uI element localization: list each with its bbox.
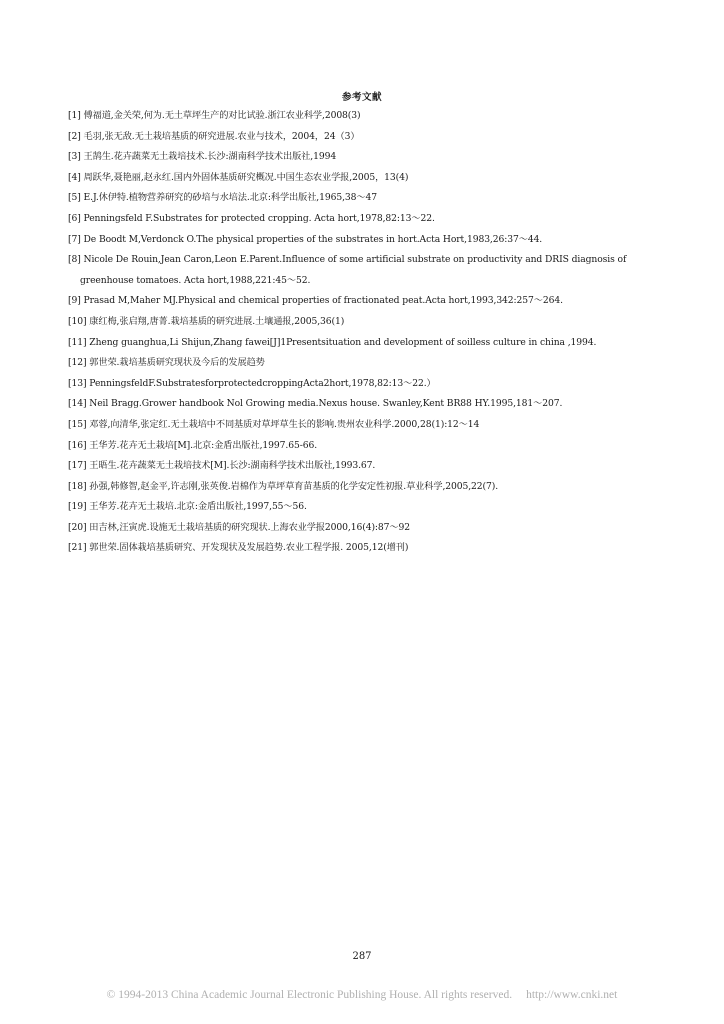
reference-text-continued: greenhouse tomatoes. Acta hort,1988,221:45～52. <box>80 274 311 286</box>
page-number: 287 <box>352 951 372 962</box>
reference-item <box>68 518 668 539</box>
reference-list <box>68 106 668 559</box>
reference-item <box>68 188 668 209</box>
reference-item <box>68 333 668 354</box>
reference-text: [7] De Boodt M,Verdonck O.The physical properties of the substrates in hort.Acta Hort,1983,26:37～44. <box>68 233 543 245</box>
reference-text: [1] 傅福道,金关荣,何为.无土草坪生产的对比试验.浙江农业科学,2008(3) <box>68 110 361 121</box>
reference-item <box>68 353 668 374</box>
reference-item <box>68 147 668 168</box>
reference-text: [8] Nicole De Rouin,Jean Caron,Leon E.Parent.Influence of some artificial substrate on productivity and DRIS diagnosis of <box>68 254 627 266</box>
reference-text: [3] 王鹄生.花卉蔬菜无土栽培技术.长沙:湖南科学技术出版社,1994 <box>68 151 337 163</box>
reference-text: [15] 邓蓉,向清华,张定红.无土栽培中不同基质对草坪草生长的影响.贵州农业科学.2000,28(1):12～14 <box>68 418 480 430</box>
reference-text: [11] Zheng guanghua,Li Shijun,Zhang fawei[J]1Presentsituation and development of soilless culture in china ,1994. <box>68 336 597 348</box>
reference-item <box>68 415 668 436</box>
reference-text: [20] 田吉林,汪寅虎.设施无土栽培基质的研究现状.上海农业学报2000,16(4):87～92 <box>68 521 410 533</box>
copyright-text: © 1994-2013 China Academic Journal Electronic Publishing House. All rights reserved. <box>106 989 513 1001</box>
footer-url: http://www.cnki.net <box>526 989 618 1001</box>
reference-text: [14] Neil Bragg.Grower handbook Nol Growing media.Nexus house. Swanley,Kent BR88 HY.1995,181～207. <box>68 398 563 410</box>
reference-text: [21] 郭世荣.固体栽培基质研究、开发现状及发展趋势.农业工程学报. 2005,12(增刊) <box>68 542 409 554</box>
reference-item <box>68 127 668 148</box>
reference-item <box>68 374 668 395</box>
reference-text: [17] 王晤生.花卉蔬菜无土栽培技术[M].长沙:湖南科学技术出版社,1993.67. <box>68 460 376 472</box>
reference-text: [13] PenningsfeldF.SubstratesforprotectedcroppingActa2hort,1978,82:13～22.） <box>68 377 436 389</box>
reference-text: [19] 王华芳.花卉无土栽培.北京:金盾出版社,1997,55～56. <box>68 501 307 513</box>
reference-text: [10] 康红梅,张启翔,唐菁.栽培基质的研究进展.土壤通报,2005,36(1) <box>68 315 345 327</box>
reference-item <box>68 250 668 291</box>
reference-item <box>68 209 668 230</box>
reference-text: [16] 王华芳.花卉无土栽培[M].北京:金盾出版社,1997.65-66. <box>68 439 318 451</box>
reference-item <box>68 456 668 477</box>
reference-item <box>68 168 668 189</box>
reference-item <box>68 312 668 333</box>
reference-item <box>68 538 668 559</box>
copyright-footer <box>0 989 724 1001</box>
reference-item <box>68 106 668 127</box>
reference-item <box>68 230 668 251</box>
reference-text: [18] 孙强,韩修智,赵金平,许志刚,张英俊.岩棉作为草坪草育苗基质的化学安定性初报.草业科学,2005,22(7). <box>68 480 499 492</box>
reference-item <box>68 477 668 498</box>
reference-text: [2] 毛羽,张无敌.无土栽培基质的研究进展.农业与技术，2004，24（3） <box>68 130 360 142</box>
reference-text: [9] Prasad M,Maher MJ.Physical and chemical properties of fractionated peat.Acta hort,1993,342:257～264. <box>68 295 563 307</box>
reference-text: [12] 郭世荣.栽培基质研究现状及今后的发展趋势 <box>68 357 265 369</box>
reference-text: [4] 周跃华,聂艳丽,赵永红.国内外固体基质研究概况.中国生态农业学报,2005，13(4) <box>68 171 409 183</box>
reference-item <box>68 497 668 518</box>
reference-item <box>68 436 668 457</box>
references-heading: 参考文献 <box>341 92 382 103</box>
reference-item <box>68 291 668 312</box>
reference-text: [6] Penningsfeld F.Substrates for protected cropping. Acta hort,1978,82:13～22. <box>68 212 435 224</box>
reference-text: [5] E.J.休伊特.植物营养研究的砂培与水培法.北京:科学出版社,1965,38～47 <box>68 192 377 204</box>
reference-item <box>68 394 668 415</box>
